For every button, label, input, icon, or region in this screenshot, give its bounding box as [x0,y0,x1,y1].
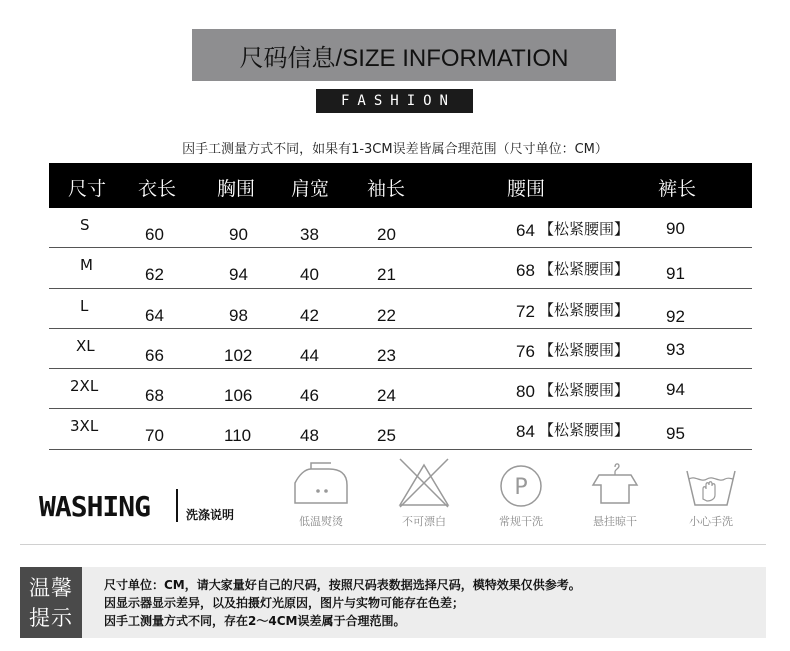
tips-badge [20,567,82,638]
hang-dry-icon [575,455,655,511]
cell-pants: 91 [666,264,685,284]
cell-length: 64 [145,305,164,325]
cell-shoulder: 46 [300,386,319,406]
col-length: 衣长 [138,178,177,200]
cell-length: 66 [145,345,164,365]
svg-text:P: P [514,475,528,500]
care-item-hang-dry [570,455,660,528]
cell-chest: 110 [224,426,252,446]
title-banner [192,29,616,81]
cell-length: 62 [145,265,164,285]
cell-waist-note: 【松紧腰围】 [539,260,630,279]
washing-subtitle: 洗涤说明 [186,508,235,522]
cell-size: S [80,216,90,234]
care-item-hand-wash [666,455,756,528]
cell-waist: 76 [516,341,535,361]
table-row [49,409,752,449]
washing-title: WASHING [39,490,151,523]
cell-shoulder: 42 [300,305,319,325]
cell-size: M [80,256,93,275]
page-title: 尺码信息/SIZE INFORMATION [239,44,569,72]
iron-low-temp-icon [281,455,361,511]
cell-length: 60 [145,225,164,244]
cell-chest: 98 [229,305,248,325]
cell-waist: 80 [516,382,535,402]
tips-text [104,576,581,630]
cell-waist-note: 【松紧腰围】 [539,381,630,400]
cell-length: 68 [145,386,164,406]
cell-size: XL [76,336,95,355]
cell-shoulder: 40 [300,265,319,285]
cell-waist: 68 [516,261,535,281]
cell-waist-note: 【松紧腰围】 [539,300,630,319]
cell-shoulder: 48 [300,426,319,446]
cell-pants: 92 [666,306,685,326]
tips-line: 尺寸单位：CM，请大家量好自己的尺码，按照尺码表数据选择尺码，模特效果仅供参考。 [104,578,581,592]
cell-pants: 93 [666,339,685,359]
cell-waist-note: 【松紧腰围】 [539,421,630,440]
cell-shoulder: 44 [300,345,319,365]
cell-pants: 94 [666,380,685,400]
care-label: 小心手洗 [689,515,733,528]
cell-waist-note: 【松紧腰围】 [539,340,630,359]
cell-pants: 90 [666,219,685,238]
size-table [49,163,752,450]
tips-line: 因显示器显示差异，以及拍摄灯光原因，图片与实物可能存在色差； [104,596,465,610]
col-chest: 胸围 [217,178,256,200]
cell-sleeve: 24 [377,386,396,406]
col-size: 尺寸 [68,178,107,200]
cell-waist: 72 [516,301,535,321]
cell-sleeve: 21 [377,265,396,285]
care-label: 不可漂白 [402,515,446,528]
tips-badge-line1: 温馨 [29,575,73,600]
care-item-iron [276,455,366,528]
cell-sleeve: 20 [377,225,396,244]
cell-sleeve: 25 [377,426,396,446]
table-row [49,208,752,248]
tips-badge-line2: 提示 [29,605,73,630]
table-row [49,248,752,288]
cell-chest: 106 [224,386,253,406]
dry-clean-p-icon [481,455,561,511]
cell-size: 3XL [70,417,99,436]
cell-shoulder: 38 [300,225,319,244]
col-shoulder: 肩宽 [291,178,330,200]
care-label: 悬挂晾干 [593,515,637,528]
tips-line: 因手工测量方式不同，存在2～4CM误差属于合理范围。 [104,614,406,628]
table-row [49,369,752,409]
care-item-dry-clean [476,455,566,528]
measurement-note: 因手工测量方式不同，如果有1-3CM误差皆属合理范围（尺寸单位：CM） [182,142,608,157]
cell-sleeve: 22 [377,305,396,325]
tips-panel [20,567,766,638]
cell-size: L [80,296,89,315]
care-label: 低温熨烫 [299,515,343,528]
washing-divider [176,489,178,522]
care-item-no-bleach [379,455,469,528]
no-bleach-icon [384,455,464,511]
cell-sleeve: 23 [377,345,396,365]
cell-chest: 102 [224,345,253,365]
col-waist: 腰围 [507,178,546,200]
col-pants: 裤长 [658,178,697,200]
cell-waist: 84 [516,422,535,442]
table-header [49,163,752,208]
table-row [49,329,752,369]
cell-size: 2XL [70,377,99,396]
cell-pants: 95 [666,424,685,444]
cell-waist-note: 【松紧腰围】 [539,220,630,238]
cell-chest: 90 [229,225,248,244]
cell-chest: 94 [229,265,248,285]
fashion-tag: FASHION [316,89,473,113]
hand-wash-icon [671,455,751,511]
cell-waist: 64 [516,221,535,240]
care-label: 常规干洗 [499,515,543,528]
table-row [49,289,752,329]
col-sleeve: 袖长 [367,178,406,200]
cell-length: 70 [145,426,164,446]
section-divider [20,544,766,545]
